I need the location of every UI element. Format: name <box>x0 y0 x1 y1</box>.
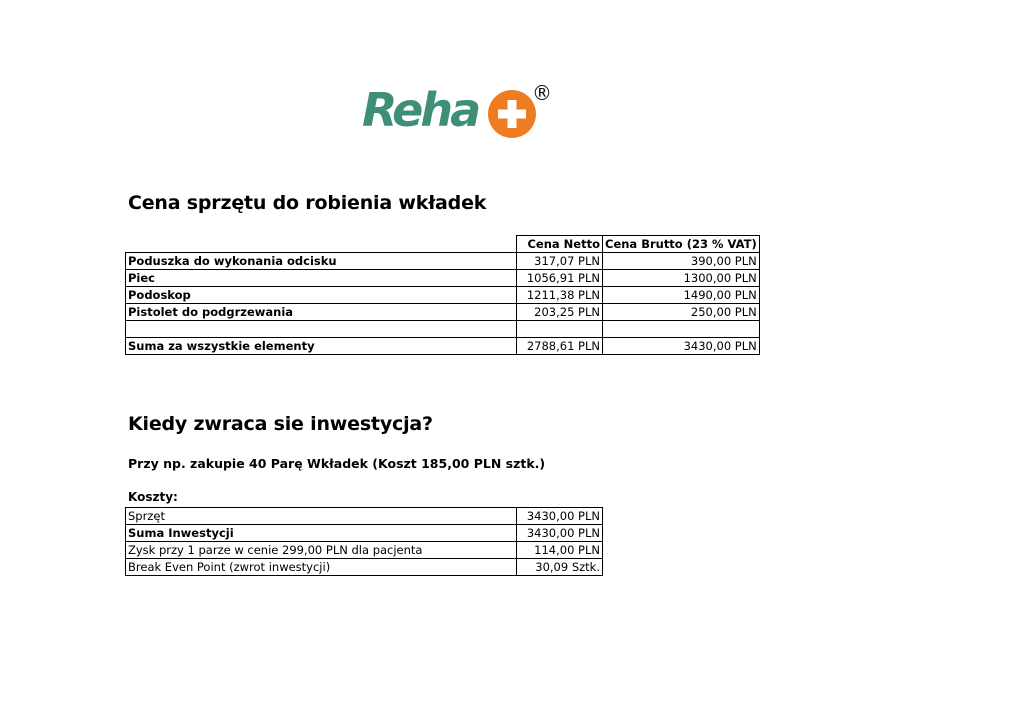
row-label: Sprzęt <box>126 508 517 525</box>
table-row <box>126 253 760 270</box>
table-row-total <box>126 338 760 355</box>
table-row <box>126 559 603 576</box>
investment-table <box>125 507 603 576</box>
row-label <box>126 321 517 338</box>
row-label: Podoskop <box>126 287 517 304</box>
row-value: 3430,00 PLN <box>517 508 603 525</box>
row-gross: 3430,00 PLN <box>603 338 760 355</box>
header-gross: Cena Brutto (23 % VAT) <box>603 236 760 253</box>
table-row <box>126 270 760 287</box>
row-gross: 1300,00 PLN <box>603 270 760 287</box>
row-label: Zysk przy 1 parze w cenie 299,00 PLN dla pacjenta <box>126 542 517 559</box>
table-row <box>126 287 760 304</box>
row-label: Suma za wszystkie elementy <box>126 338 517 355</box>
row-value: 3430,00 PLN <box>517 525 603 542</box>
registered-mark: ® <box>532 81 552 105</box>
row-gross: 390,00 PLN <box>603 253 760 270</box>
table-row <box>126 542 603 559</box>
row-label: Pistolet do podgrzewania <box>126 304 517 321</box>
table-row <box>126 304 760 321</box>
row-gross <box>603 321 760 338</box>
section2-title: Kiedy zwraca sie inwestycja? <box>128 413 433 435</box>
row-label: Suma Inwestycji <box>126 525 517 542</box>
header-net: Cena Netto <box>517 236 603 253</box>
row-net <box>517 321 603 338</box>
table-row <box>126 525 603 542</box>
costs-label: Koszty: <box>128 490 178 504</box>
table-row-empty <box>126 321 760 338</box>
row-label: Break Even Point (zwrot inwestycji) <box>126 559 517 576</box>
table-row <box>126 508 603 525</box>
table-header-row <box>126 236 760 253</box>
row-net: 317,07 PLN <box>517 253 603 270</box>
row-net: 1211,38 PLN <box>517 287 603 304</box>
row-label: Piec <box>126 270 517 287</box>
row-net: 1056,91 PLN <box>517 270 603 287</box>
row-value: 30,09 Sztk. <box>517 559 603 576</box>
row-gross: 250,00 PLN <box>603 304 760 321</box>
section1-title: Cena sprzętu do robienia wkładek <box>128 192 487 214</box>
row-value: 114,00 PLN <box>517 542 603 559</box>
row-gross: 1490,00 PLN <box>603 287 760 304</box>
row-net: 203,25 PLN <box>517 304 603 321</box>
row-net: 2788,61 PLN <box>517 338 603 355</box>
logo-wordmark: Reha <box>362 83 479 137</box>
row-label: Poduszka do wykonania odcisku <box>126 253 517 270</box>
reha-plus-logo <box>360 76 560 146</box>
plus-icon <box>488 90 536 138</box>
section2-subtitle: Przy np. zakupie 40 Parę Wkładek (Koszt 185,00 PLN sztk.) <box>128 456 546 471</box>
equipment-price-table <box>125 235 760 355</box>
